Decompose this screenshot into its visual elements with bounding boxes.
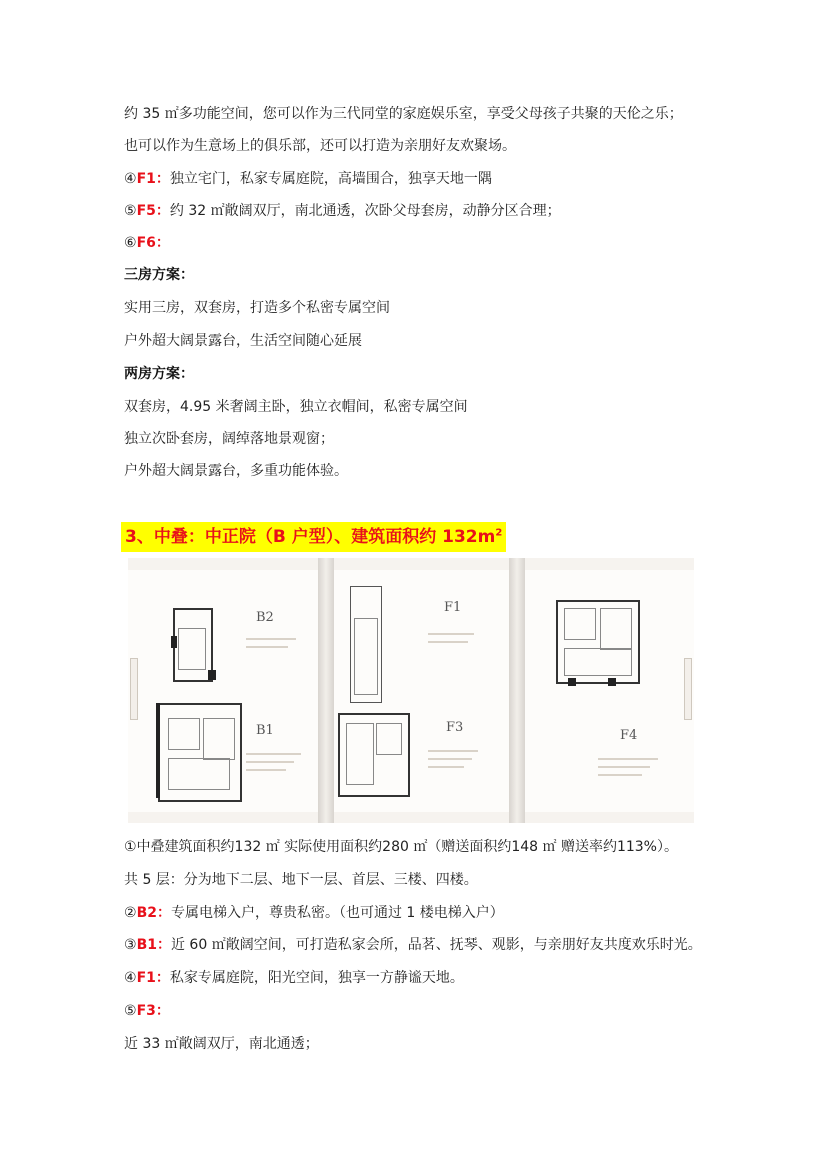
floor-label-b1: B1 bbox=[256, 723, 274, 738]
section-heading bbox=[121, 522, 506, 552]
plan-wall-block bbox=[568, 678, 576, 686]
plan-caption bbox=[246, 761, 294, 763]
page-fold bbox=[509, 558, 525, 823]
two-room-line: 户外超大阔景露台，多重功能体验。 bbox=[124, 463, 348, 479]
item-number: ② bbox=[124, 905, 137, 921]
plan-walls bbox=[168, 718, 200, 750]
section-heading-text: 3、中叠：中正院（B 户型）、建筑面积约 132m bbox=[125, 527, 496, 547]
item-number: ④ bbox=[124, 171, 137, 187]
paragraph-line: 近 33 ㎡敞阔双厅，南北通透； bbox=[124, 1036, 319, 1052]
list-item bbox=[124, 870, 478, 890]
plan-walls bbox=[600, 608, 632, 650]
item-tag: B1： bbox=[136, 937, 171, 953]
item-number: ⑥ bbox=[124, 235, 137, 251]
list-item-f5 bbox=[124, 201, 561, 221]
item-number: ⑤ bbox=[124, 203, 137, 219]
plan-caption bbox=[428, 758, 472, 760]
item-text: 共 5 层：分为地下二层、地下一层、首层、三楼、四楼。 bbox=[124, 872, 478, 888]
floor-label-f4: F4 bbox=[620, 728, 638, 743]
plan-caption bbox=[428, 641, 468, 643]
item-number: ④ bbox=[124, 970, 137, 986]
paragraph-line: 约 35 ㎡多功能空间，您可以作为三代同堂的家庭娱乐室，享受父母孩子共聚的天伦之乐； bbox=[124, 106, 683, 122]
item-number: ⑤ bbox=[124, 1003, 137, 1019]
item-tag: F6： bbox=[136, 235, 170, 251]
two-room-line: 独立次卧套房，阔绰落地景观窗； bbox=[124, 431, 334, 447]
plan-caption bbox=[598, 758, 658, 760]
plan-walls bbox=[168, 758, 230, 790]
item-text: 私家专属庭院，阳光空间，独享一方静谧天地。 bbox=[169, 970, 464, 986]
plan-caption bbox=[246, 753, 301, 755]
plan-walls bbox=[354, 618, 378, 695]
binding-bracket bbox=[684, 658, 692, 720]
page-fold bbox=[318, 558, 334, 823]
plan-walls bbox=[178, 628, 206, 670]
plan-caption bbox=[246, 646, 288, 648]
plan-wall-block bbox=[156, 703, 160, 798]
plan-caption bbox=[246, 638, 296, 640]
floor-label-b2: B2 bbox=[256, 610, 274, 625]
item-text: 约 32 ㎡敞阔双厅，南北通透，次卧父母套房，动静分区合理； bbox=[169, 203, 561, 219]
item-tag: F3： bbox=[136, 1003, 170, 1019]
plan-walls bbox=[203, 718, 235, 760]
binding-bracket bbox=[130, 658, 138, 720]
item-text: 独立宅门，私家专属庭院，高墙围合，独享天地一隅 bbox=[169, 171, 492, 187]
two-room-title: 两房方案： bbox=[124, 366, 194, 382]
list-item bbox=[124, 837, 678, 857]
item-tag: B2： bbox=[136, 905, 171, 921]
list-item-f1 bbox=[124, 169, 492, 189]
item-tag: F1： bbox=[136, 970, 170, 986]
three-room-line: 户外超大阔景露台，生活空间随心延展 bbox=[124, 333, 362, 349]
plan-caption bbox=[428, 750, 478, 752]
list-item-b1 bbox=[124, 935, 702, 955]
item-number: ③ bbox=[124, 937, 137, 953]
plan-wall-block bbox=[608, 678, 616, 686]
floor-label-f3: F3 bbox=[446, 720, 464, 735]
item-tag: F5： bbox=[136, 203, 170, 219]
plan-walls bbox=[564, 608, 596, 640]
plan-caption bbox=[246, 769, 286, 771]
list-item-f1 bbox=[124, 968, 464, 988]
plan-wall-block bbox=[171, 636, 177, 648]
plan-walls bbox=[346, 723, 374, 785]
item-tag: F1： bbox=[136, 171, 170, 187]
paragraph-line: 也可以作为生意场上的俱乐部，还可以打造为亲朋好友欢聚场。 bbox=[124, 138, 516, 154]
item-text: 近 60 ㎡敞阔空间，可打造私家会所，品茗、抚琴、观影，与亲朋好友共度欢乐时光。 bbox=[170, 937, 702, 953]
plan-walls bbox=[564, 648, 632, 676]
list-item-f3 bbox=[124, 1001, 170, 1021]
three-room-line: 实用三房，双套房，打造多个私密专属空间 bbox=[124, 300, 390, 316]
plan-walls bbox=[376, 723, 402, 755]
plan-wall-block bbox=[208, 670, 216, 680]
plan-caption bbox=[428, 633, 474, 635]
plan-caption bbox=[598, 774, 642, 776]
section-heading-sup: 2 bbox=[495, 527, 503, 539]
three-room-title: 三房方案： bbox=[124, 267, 194, 283]
plan-caption bbox=[428, 766, 464, 768]
list-item-f6 bbox=[124, 233, 170, 253]
item-text: ①中叠建筑面积约132 ㎡ 实际使用面积约280 ㎡（赠送面积约148 ㎡ 赠送率约113%）。 bbox=[124, 839, 678, 855]
item-text: 专属电梯入户，尊贵私密。（也可通过 1 楼电梯入户） bbox=[170, 905, 504, 921]
floor-label-f1: F1 bbox=[444, 600, 462, 615]
floor-plan-image bbox=[128, 558, 694, 823]
list-item-b2 bbox=[124, 903, 504, 923]
two-room-line: 双套房，4.95 米奢阔主卧，独立衣帽间，私密专属空间 bbox=[124, 399, 468, 415]
plan-caption bbox=[598, 766, 650, 768]
